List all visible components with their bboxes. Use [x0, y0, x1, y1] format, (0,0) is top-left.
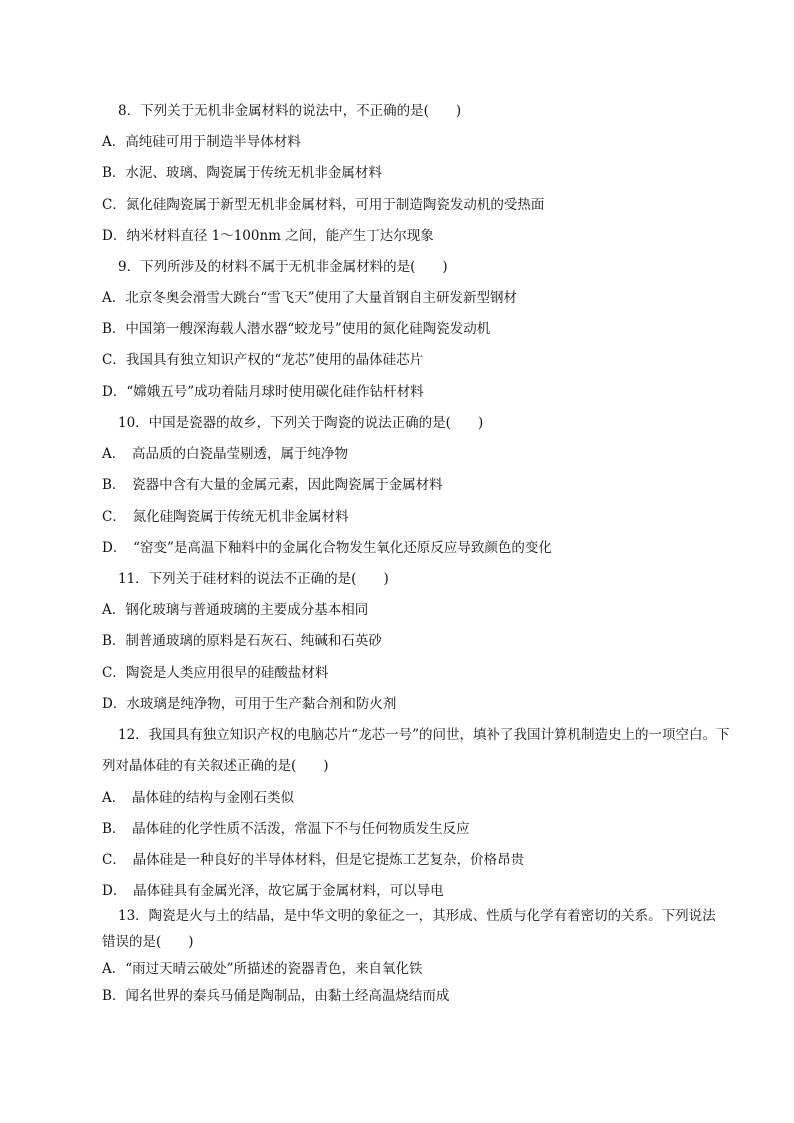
question-11-option-a: A．钢化玻璃与普通玻璃的主要成分基本相同: [102, 602, 369, 618]
question-9-stem: 9．下列所涉及的材料不属于无机非金属材料的是( ): [118, 259, 448, 275]
question-9-option-c: C．我国具有独立知识产权的“龙芯”使用的晶体硅芯片: [102, 352, 424, 368]
question-12-option-b: B． 晶体硅的化学性质不活泼，常温下不与任何物质发生反应: [102, 821, 470, 837]
question-8-option-a: A．高纯硅可用于制造半导体材料: [102, 134, 301, 150]
question-8-stem: 8．下列关于无机非金属材料的说法中，不正确的是( ): [118, 103, 462, 119]
question-9-option-b: B．中国第一艘深海载人潜水器“蛟龙号”使用的氮化硅陶瓷发动机: [102, 321, 491, 337]
question-10-option-c: C． 氮化硅陶瓷属于传统无机非金属材料: [102, 509, 349, 525]
question-13-stem-continued: 错误的是( ): [102, 934, 194, 950]
question-12-option-d: D． 晶体硅具有金属光泽，故它属于金属材料，可以导电: [102, 883, 444, 899]
question-12-option-a: A． 晶体硅的结构与金刚石类似: [102, 790, 294, 806]
question-9-option-d: D．“嫦娥五号”成功着陆月球时使用碳化硅作钻杆材料: [102, 384, 424, 400]
question-10-option-d: D． “窑变”是高温下釉料中的金属化合物发生氧化还原反应导致颜色的变化: [102, 540, 552, 556]
question-12-stem-continued: 列对晶体硅的有关叙述正确的是( ): [102, 758, 329, 774]
question-8-option-c: C．氮化硅陶瓷属于新型无机非金属材料，可用于制造陶瓷发动机的受热面: [102, 197, 545, 213]
question-11-option-d: D．水玻璃是纯净物，可用于生产黏合剂和防火剂: [102, 696, 397, 712]
question-13-option-a: A．“雨过天晴云破处”所描述的瓷器青色，来自氧化铁: [102, 961, 423, 977]
question-8-option-d: D．纳米材料直径 1～100nm 之间，能产生丁达尔现象: [102, 228, 434, 244]
question-13-stem: 13．陶瓷是火与土的结晶，是中华文明的象征之一，其形成、性质与化学有着密切的关系。下列说法: [118, 908, 716, 924]
question-12-stem: 12．我国具有独立知识产权的电脑芯片“龙芯一号”的问世，填补了我国计算机制造史上的一项空白。下: [118, 727, 730, 743]
question-12-option-c: C． 晶体硅是一种良好的半导体材料，但是它提炼工艺复杂，价格昂贵: [102, 852, 525, 868]
question-10-stem: 10．中国是瓷器的故乡，下列关于陶瓷的说法正确的是( ): [118, 415, 484, 431]
question-11-option-b: B．制普通玻璃的原料是石灰石、纯碱和石英砂: [102, 633, 382, 649]
question-9-option-a: A．北京冬奥会滑雪大跳台“雪飞天”使用了大量首钢自主研发新型钢材: [102, 290, 518, 306]
question-8-option-b: B．水泥、玻璃、陶瓷属于传统无机非金属材料: [102, 165, 382, 181]
question-10-option-a: A． 高品质的白瓷晶莹剔透，属于纯净物: [102, 446, 348, 462]
question-11-option-c: C．陶瓷是人类应用很早的硅酸盐材料: [102, 665, 329, 681]
question-11-stem: 11．下列关于硅材料的说法不正确的是( ): [118, 571, 389, 587]
question-13-option-b: B．闻名世界的秦兵马俑是陶制品，由黏土经高温烧结而成: [102, 988, 450, 1004]
question-10-option-b: B． 瓷器中含有大量的金属元素，因此陶瓷属于金属材料: [102, 477, 443, 493]
